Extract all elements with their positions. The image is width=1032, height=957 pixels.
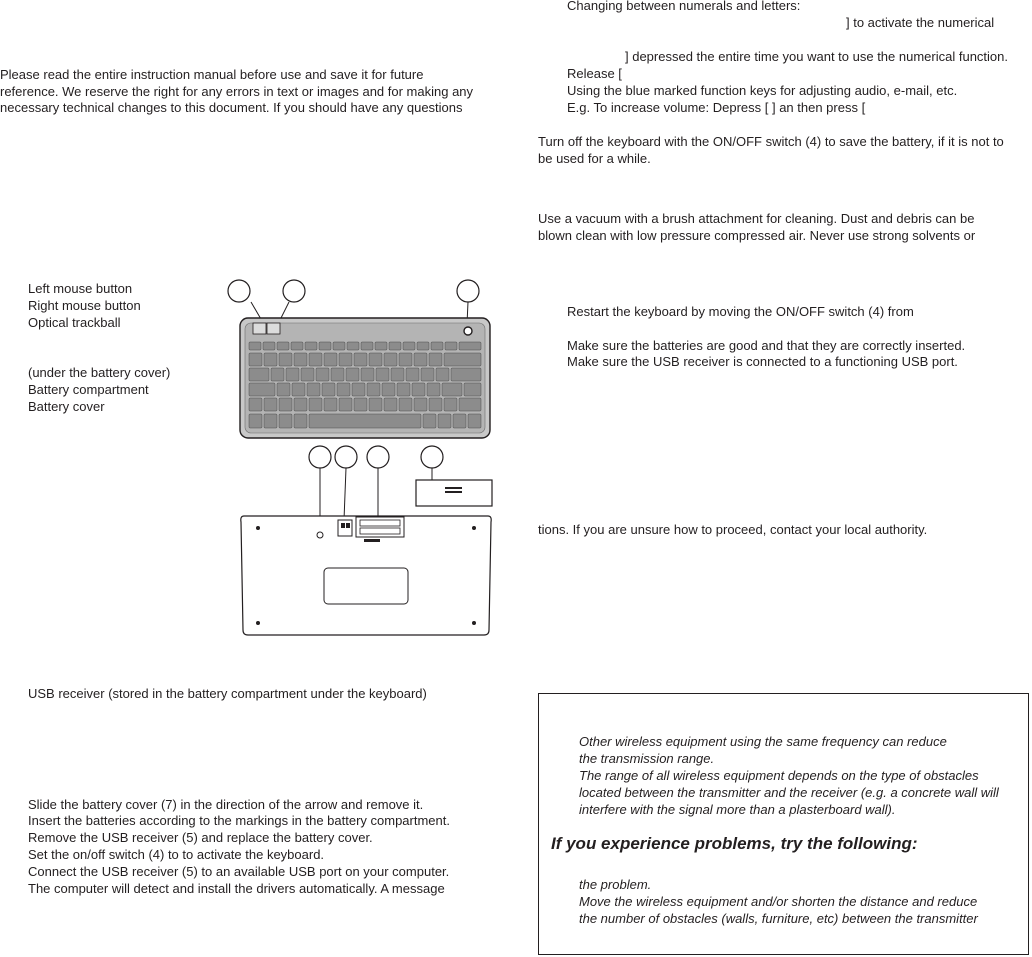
- trouble-line: Make sure the USB receiver is connected to a functioning USB port.: [567, 354, 958, 369]
- intro-line: necessary technical changes to this document. If you should have any questions: [0, 100, 463, 115]
- part-label-battery-compartment: Battery compartment: [28, 382, 149, 397]
- range-line: the transmission range.: [579, 751, 715, 766]
- install-step: Set the on/off switch (4) to to activate the keyboard.: [28, 847, 325, 862]
- part-label-battery-cover: Battery cover: [28, 399, 105, 414]
- problem-line: the problem.: [579, 877, 652, 892]
- cleaning-line: blown clean with low pressure compressed air. Never use strong solvents or: [538, 228, 976, 243]
- range-line: located between the transmitter and the receiver (e.g. a concrete wall will: [579, 785, 999, 800]
- callout-2: [283, 280, 305, 302]
- problem-line: Move the wireless equipment and/or shorten the distance and reduce: [579, 894, 978, 909]
- on-off-switch: [317, 532, 323, 538]
- install-step: Insert the batteries according to the markings in the battery compartment.: [28, 813, 450, 828]
- intro-line: reference. We reserve the right for any errors in text or images and for making any: [0, 84, 474, 99]
- part-label-right-mouse-button: Right mouse button: [28, 298, 141, 313]
- callout-6: [367, 446, 389, 468]
- part-label-left-mouse-button: Left mouse button: [28, 281, 133, 296]
- part-label-usb-receiver: USB receiver (stored in the battery compartment under the keyboard): [28, 686, 427, 701]
- range-line: interfere with the signal more than a plasterboard wall).: [579, 802, 896, 817]
- part-label-optical-trackball: Optical trackball: [28, 315, 121, 330]
- off-line: be used for a while.: [538, 151, 651, 166]
- callout-3: [457, 280, 479, 302]
- numerals-line: Using the blue marked function keys for adjusting audio, e-mail, etc.: [567, 83, 958, 98]
- numerals-line: ] to activate the numerical: [846, 15, 995, 30]
- numerals-heading-line: Changing between numerals and letters:: [567, 0, 801, 13]
- install-step: Remove the USB receiver (5) and replace the battery cover.: [28, 830, 373, 845]
- numerals-line: Release [: [567, 66, 622, 81]
- install-step: Connect the USB receiver (5) to an available USB port on your computer.: [28, 864, 450, 879]
- callout-4: [309, 446, 331, 468]
- trackball: [464, 327, 472, 335]
- install-step: The computer will detect and install the drivers automatically. A message: [28, 881, 445, 896]
- trouble-line: Make sure the batteries are good and that they are correctly inserted.: [567, 338, 966, 353]
- install-step: Slide the battery cover (7) in the direction of the arrow and remove it.: [28, 797, 424, 812]
- problem-line: the number of obstacles (walls, furniture, etc) between the transmitter: [579, 911, 978, 926]
- keyboard-top-illustration: [225, 276, 497, 440]
- range-line: Other wireless equipment using the same frequency can reduce: [579, 734, 947, 749]
- trouble-line: Restart the keyboard by moving the ON/OFF switch (4) from: [567, 304, 914, 319]
- cleaning-line: Use a vacuum with a brush attachment for cleaning. Dust and debris can be: [538, 211, 975, 226]
- part-label-under-battery-cover: (under the battery cover): [28, 365, 171, 380]
- disposal-line: tions. If you are unsure how to proceed, contact your local authority.: [538, 522, 928, 537]
- intro-line: Please read the entire instruction manual before use and save it for future: [0, 67, 424, 82]
- numerals-line: E.g. To increase volume: Depress [ ] an then press [: [567, 100, 866, 115]
- callout-1: [228, 280, 250, 302]
- range-line: The range of all wireless equipment depends on the type of obstacles: [579, 768, 979, 783]
- callout-7: [421, 446, 443, 468]
- callout-5: [335, 446, 357, 468]
- off-line: Turn off the keyboard with the ON/OFF switch (4) to save the battery, if it is not to: [538, 134, 1004, 149]
- keyboard-bottom-illustration: [238, 444, 496, 640]
- problems-heading: If you experience problems, try the following:: [551, 834, 918, 853]
- numerals-line: ] depressed the entire time you want to use the numerical function.: [625, 49, 1008, 64]
